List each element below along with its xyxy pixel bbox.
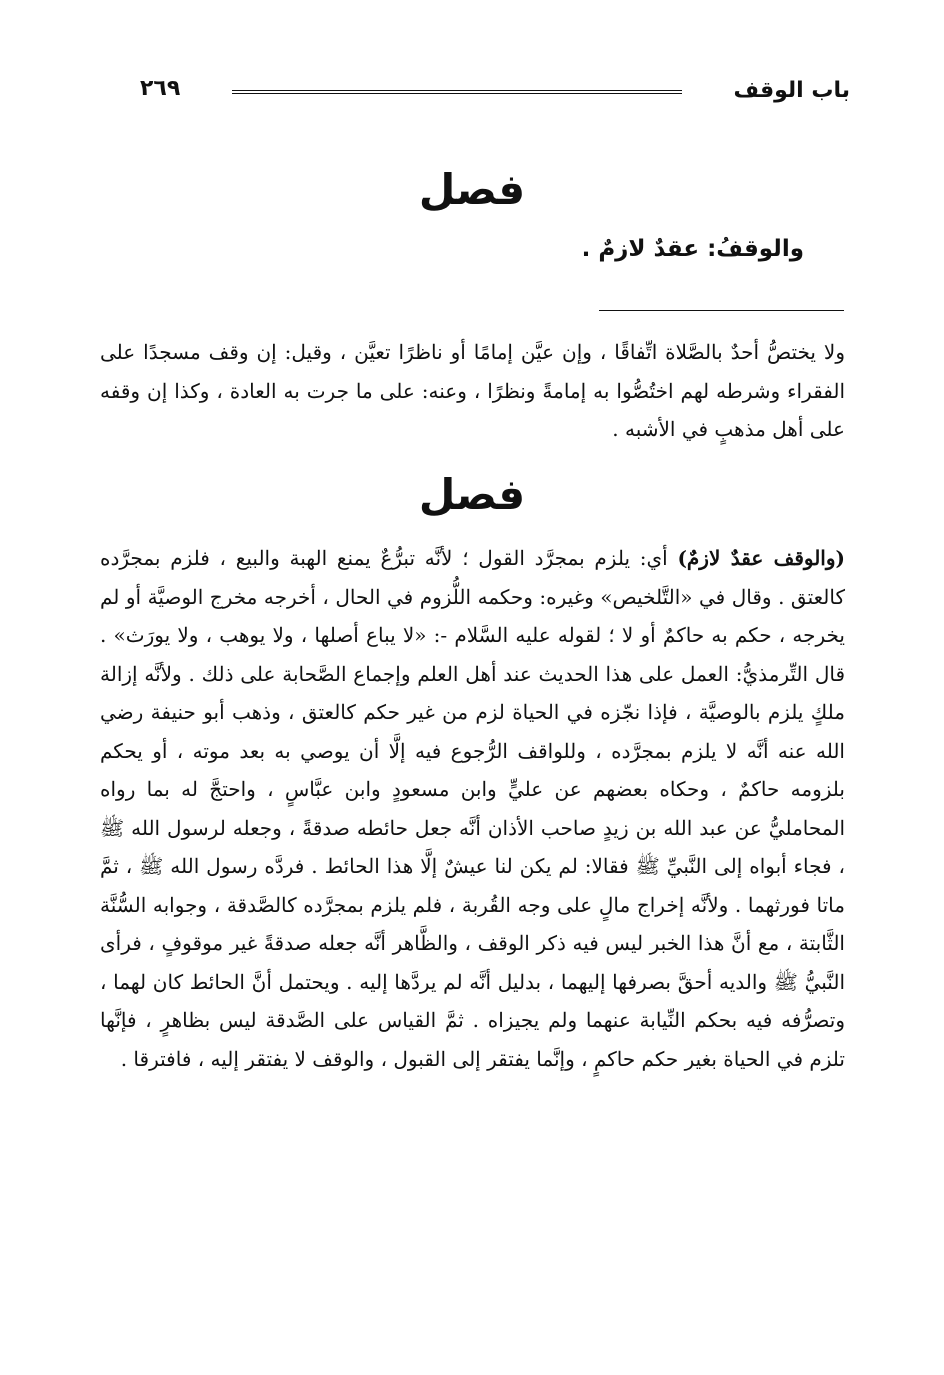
running-header bbox=[140, 70, 850, 110]
chapter-title: باب الوقف bbox=[733, 78, 850, 103]
page-number: ٢٦٩ bbox=[140, 76, 181, 101]
quoted-matn: (والوقف عقدٌ لازمٌ) bbox=[677, 546, 845, 570]
commentary-paragraph: ولا يختصُّ أحدٌ بالصَّلاة اتِّفاقًا ، وإن عيَّن إمامًا أو ناظرًا تعيَّن ، وقيل: إن وقف مسجدًا على الفقراء وشرطه لهم اختُصُّوا به إمامةً ونظرًا ، وعنه: على ما جرت به العادة ، وكذا إن وقفه على أهل مذهبٍ في الأشبه . bbox=[100, 340, 845, 441]
matn-text: والوقفُ: عقدٌ لازمٌ . bbox=[581, 236, 804, 262]
commentary-body: أي: يلزم بمجرَّد القول ؛ لأنَّه تبرُّعٌ يمنع الهبة والبيع ، فلزم بمجرَّده كالعتق . وقال في «التَّلخيص» وغيره: وحكمه اللُّزوم في الحال ، أخرجه مخرج الوصيَّة أو لم يخرجه ، حكم به حاكمٌ أو لا ؛ لقوله عليه السَّلام -: «لا يباع أصلها ، ولا يوهب ، ولا يورَث» . قال التِّرمذيُّ: العمل على هذا الحديث عند أهل العلم وإجماع الصَّحابة على ذلك . ولأنَّه إزالة ملكٍ يلزم بالوصيَّة ، فإذا نجّزه في الحياة لزم من غير حكم كالعتق ، وذهب أبو حنيفة رضي الله عنه أنَّه لا يلزم بمجرَّده ، وللواقف الرُّجوع فيه إلَّا أن يوصي به بعد موته ، أو يحكم بلزومه حاكمٌ ، وحكاه بعضهم عن عليٍّ وابن مسعودٍ وابن عبَّاسٍ ، واحتجَّ له بما رواه المحامليُّ عن عبد الله بن زيدٍ صاحب الأذان أنَّه جعل حائطه صدقةً ، وجعله لرسول الله ﷺ ، فجاء أبواه إلى النَّبيِّ ﷺ فقالا: لم يكن لنا عيشٌ إلَّا هذا الحائط . فردَّه رسول الله ﷺ ، ثمَّ ماتا فورثهما . ولأنَّه إخراج مالٍ على وجه القُربة ، فلم يلزم بمجرَّده كالصَّدقة ، وجوابه السُّنَّة الثَّابتة ، مع أنَّ هذا الخبر ليس فيه ذكر الوقف ، والظَّاهر أنَّه جعله صدقةً غير موقوفٍ ، فرأى النَّبيُّ ﷺ والديه أحقَّ بصرفها إليهما ، بدليل أنَّه لم يردَّها إليه . ويحتمل أنَّ الحائط كان لهما ، وتصرُّفه فيه بحكم النِّيابة عنهما ولم يجيزاه . ثمَّ القياس على الصَّدقة ليس بظاهرٍ ، فإنَّها تلزم في الحياة بغير حكم حاكمٍ ، وإنَّما يفتقر إلى القبول ، والوقف لا يفتقر إليه ، فافترقا . bbox=[100, 546, 845, 1071]
section-heading-2: فصل bbox=[418, 470, 526, 519]
header-rule bbox=[232, 90, 682, 94]
commentary-paragraph-2 bbox=[100, 539, 845, 1078]
matn-divider bbox=[599, 310, 844, 311]
section-heading: فصل bbox=[418, 165, 526, 214]
